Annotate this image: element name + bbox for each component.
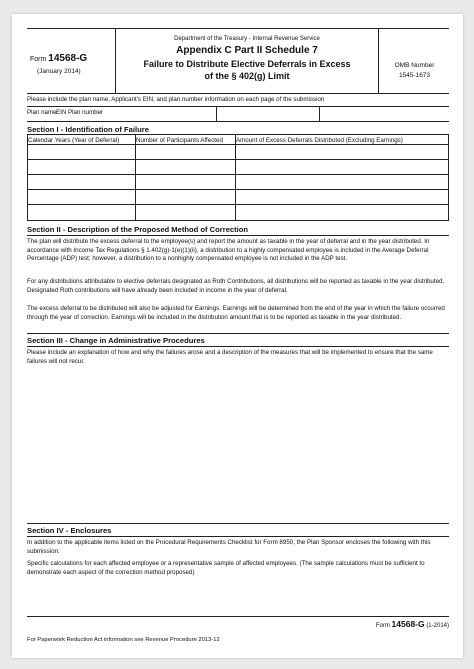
divider	[319, 106, 320, 122]
divider	[27, 235, 449, 236]
divider	[27, 333, 449, 334]
divider	[27, 616, 449, 617]
table-row	[27, 159, 449, 160]
divider	[27, 523, 449, 524]
department-line: Department of the Treasury - Internal Revenue Service	[174, 36, 320, 42]
section-2-title: Section II - Description of the Proposed Method of Correction	[27, 225, 249, 234]
section-3-paragraph: Please include an explanation of how and why the failures arose and a description of the measures that will be implemented to ensure that the same failures will not recur.	[27, 349, 433, 365]
intro-text: Please include the plan name, Applicant's EIN, and plan number information on each page of the submission	[27, 96, 325, 103]
table-border	[27, 134, 28, 220]
divider	[27, 536, 449, 537]
table-border	[235, 134, 236, 220]
column-header-amount: Amount of Excess Deferrals Distributed (Excluding Earnings)	[236, 137, 403, 144]
section-2-paragraph-2: For any distributions attributable to elective deferrals designated as Roth Contributions, all distributions will be reported as taxable in the year distributed. Designated Roth contributions will have already been included in income in the year of deferral.	[27, 278, 445, 294]
table-row	[27, 204, 449, 205]
table-border	[448, 134, 449, 220]
plan-number-label: Plan number	[68, 109, 104, 116]
form-date: (January 2014)	[37, 68, 81, 75]
column-header-participants: Number of Participants Affected	[136, 137, 223, 144]
omb-label: OMB Number	[394, 62, 435, 69]
footer-paperwork-notice: For Paperwork Reduction Act information see Revenue Procedure 2013-12	[27, 637, 220, 643]
form-title: Appendix C Part II Schedule 7	[176, 45, 318, 56]
section-4-paragraph-2: Specific calculations for each affected employee or a representative sample of affected employees. (The sample calculations must be sufficient to demonstrate each aspect of the correction method proposed)	[27, 560, 425, 576]
divider	[27, 346, 449, 347]
section-4-paragraph-1: In addition to the applicable items listed on the Procedural Requirements Checklist for Form 8950, the Plan Sponsor encloses the following with this submission:	[27, 539, 431, 555]
table-row	[27, 189, 449, 190]
form-id-box	[27, 29, 116, 93]
form-header	[27, 28, 449, 94]
divider	[216, 106, 217, 122]
form-number: Form 14568-G	[30, 53, 88, 64]
form-page	[12, 14, 463, 658]
table-border	[135, 134, 136, 220]
omb-box	[378, 29, 449, 93]
table-row	[27, 220, 449, 221]
table-row	[27, 174, 449, 175]
section-4-title: Section IV - Enclosures	[27, 526, 112, 535]
section-3-title: Section III - Change in Administrative Procedures	[27, 336, 205, 345]
ein-label: EIN	[56, 109, 67, 116]
section-2-paragraph-3: The excess deferral to be distributed will also be adjusted for Earnings. Earnings will be determined from the end of the year in which the failure occurred through the year of correction. Earnings will be included in the distribution amount that is to be reported as taxable in the year distributed.	[27, 305, 445, 321]
column-header-years: Calendar Years (Year of Deferral)	[28, 137, 120, 144]
divider	[27, 106, 449, 107]
section-1-title: Section I - Identification of Failure	[27, 125, 149, 134]
table-row	[27, 144, 449, 145]
plan-name-label: Plan name	[27, 109, 57, 116]
section-2-paragraph-1: The plan will distribute the excess deferral to the employee(s) and report the amount as taxable in the year of deferral and in the year distributed. In accordance with Income Tax Regulations § 1.402(g)-1(e)(1)(ii), a distribution to a highly compensated employee is included in the Average Deferral Percentage (ADP) test; however, a distribution to a nonhighly compensated employee is not included in the ADP test.	[27, 238, 430, 263]
divider	[27, 134, 449, 135]
footer-form-number: Form 14568-G (1-2014)	[375, 619, 449, 629]
omb-number: 1545-1673	[398, 72, 431, 79]
form-subtitle: Failure to Distribute Elective Deferrals in Excess of the § 402(g) Limit	[143, 59, 351, 81]
divider	[27, 121, 449, 122]
